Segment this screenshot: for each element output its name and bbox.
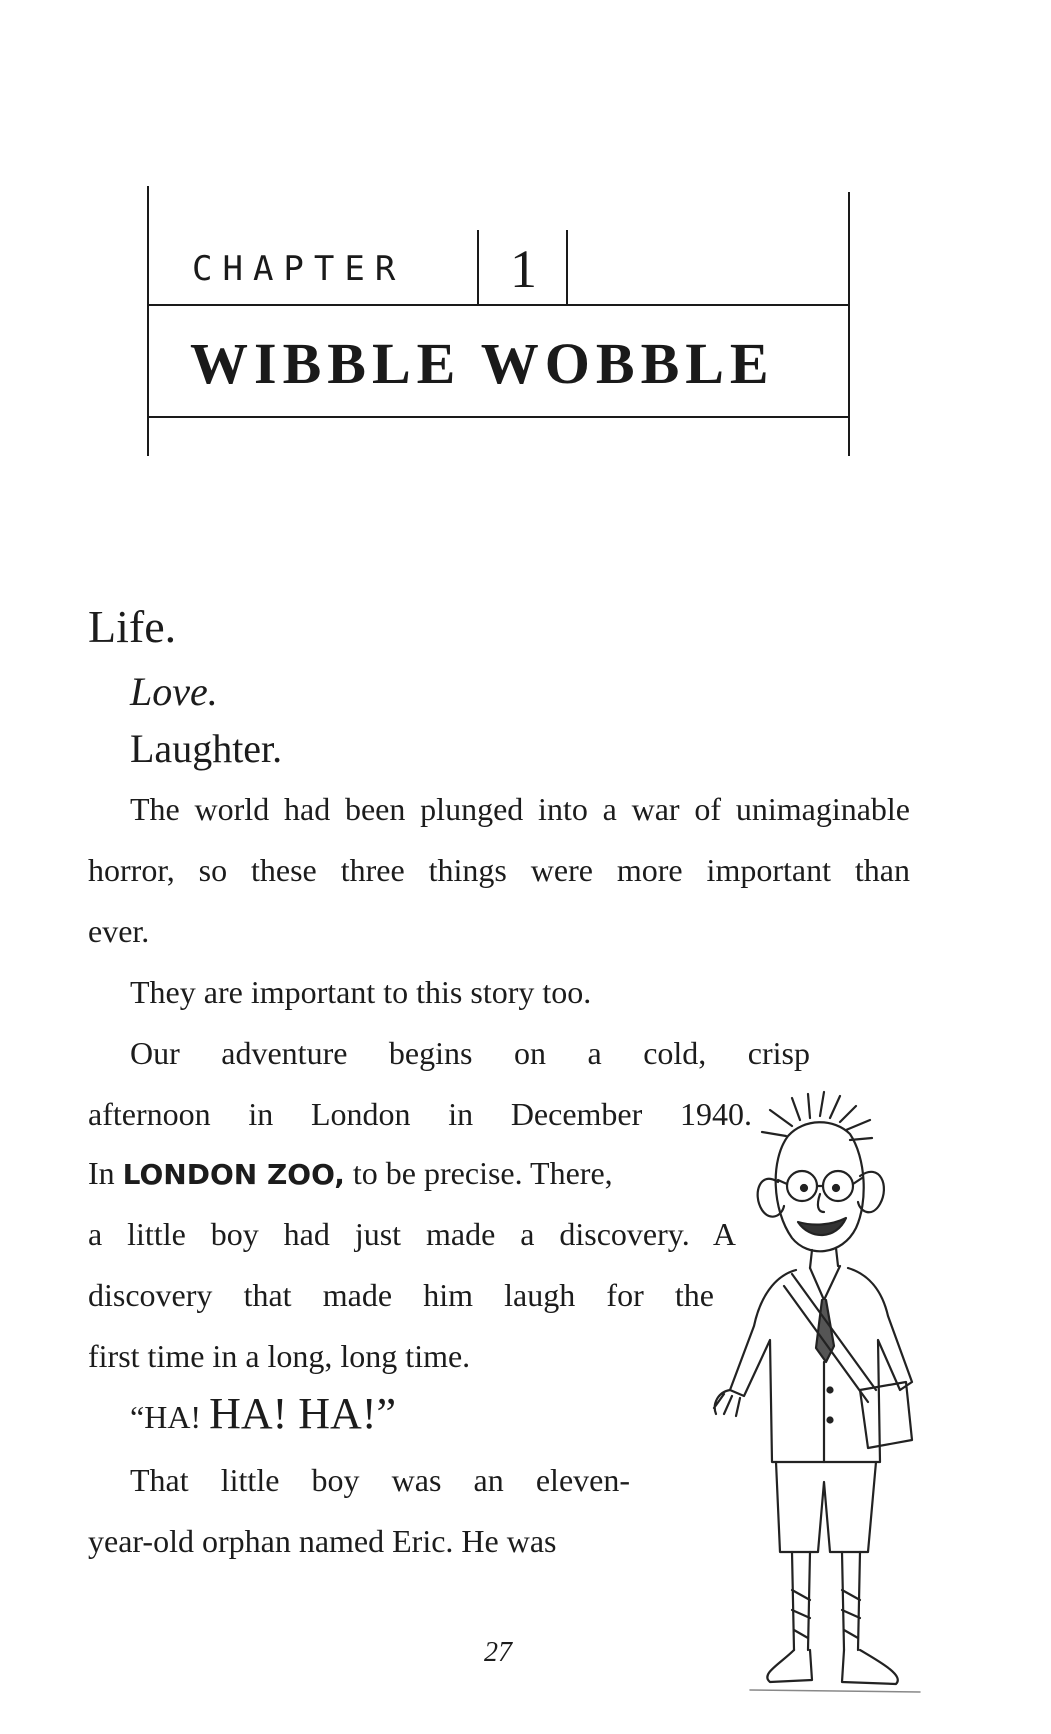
opening-word-love: Love. — [130, 669, 218, 714]
haha-first: “HA! — [130, 1399, 210, 1435]
paragraph-line: discovery that made him laugh for the — [88, 1277, 714, 1313]
page-number: 27 — [484, 1637, 512, 1668]
paragraph-line: first time in a long, long time. — [88, 1338, 471, 1374]
frame-divider-top — [148, 304, 848, 306]
paragraph-line: afternoon in London in December 1940. — [88, 1096, 752, 1132]
paragraph-line — [88, 1155, 736, 1192]
chapter-number-left-rule — [477, 230, 479, 306]
london-zoo-emphasis: LONDON ZOO, — [122, 1158, 345, 1191]
paragraph-line: horror, so these three things were more important than — [88, 852, 910, 888]
paragraph-line: Our adventure begins on a cold, crisp — [130, 1035, 810, 1071]
frame-right-border — [848, 192, 850, 456]
chapter-label: CHAPTER — [192, 249, 406, 289]
chapter-number-right-rule — [566, 230, 568, 306]
text-run: In — [88, 1155, 123, 1191]
paragraph-line: They are important to this story too. — [130, 974, 592, 1010]
paragraph-line: ever. — [88, 913, 150, 949]
boy-illustration — [700, 1090, 950, 1710]
paragraph-line: That little boy was an eleven- — [130, 1462, 630, 1498]
chapter-title: WIBBLE WOBBLE — [190, 331, 775, 396]
haha-rest: HA! HA!” — [209, 1389, 397, 1438]
paragraph-line: year-old orphan named Eric. He was — [88, 1523, 557, 1559]
haha-quote — [130, 1388, 396, 1439]
opening-word-laughter: Laughter. — [130, 726, 283, 771]
paragraph-line: a little boy had just made a discovery. A — [88, 1216, 736, 1252]
paragraph-line: The world had been plunged into a war of unimaginable — [130, 791, 910, 827]
frame-divider-bottom — [148, 416, 848, 418]
chapter-number: 1 — [510, 239, 537, 299]
text-run: to be precise. There, — [344, 1155, 613, 1191]
opening-word-life: Life. — [88, 601, 177, 652]
